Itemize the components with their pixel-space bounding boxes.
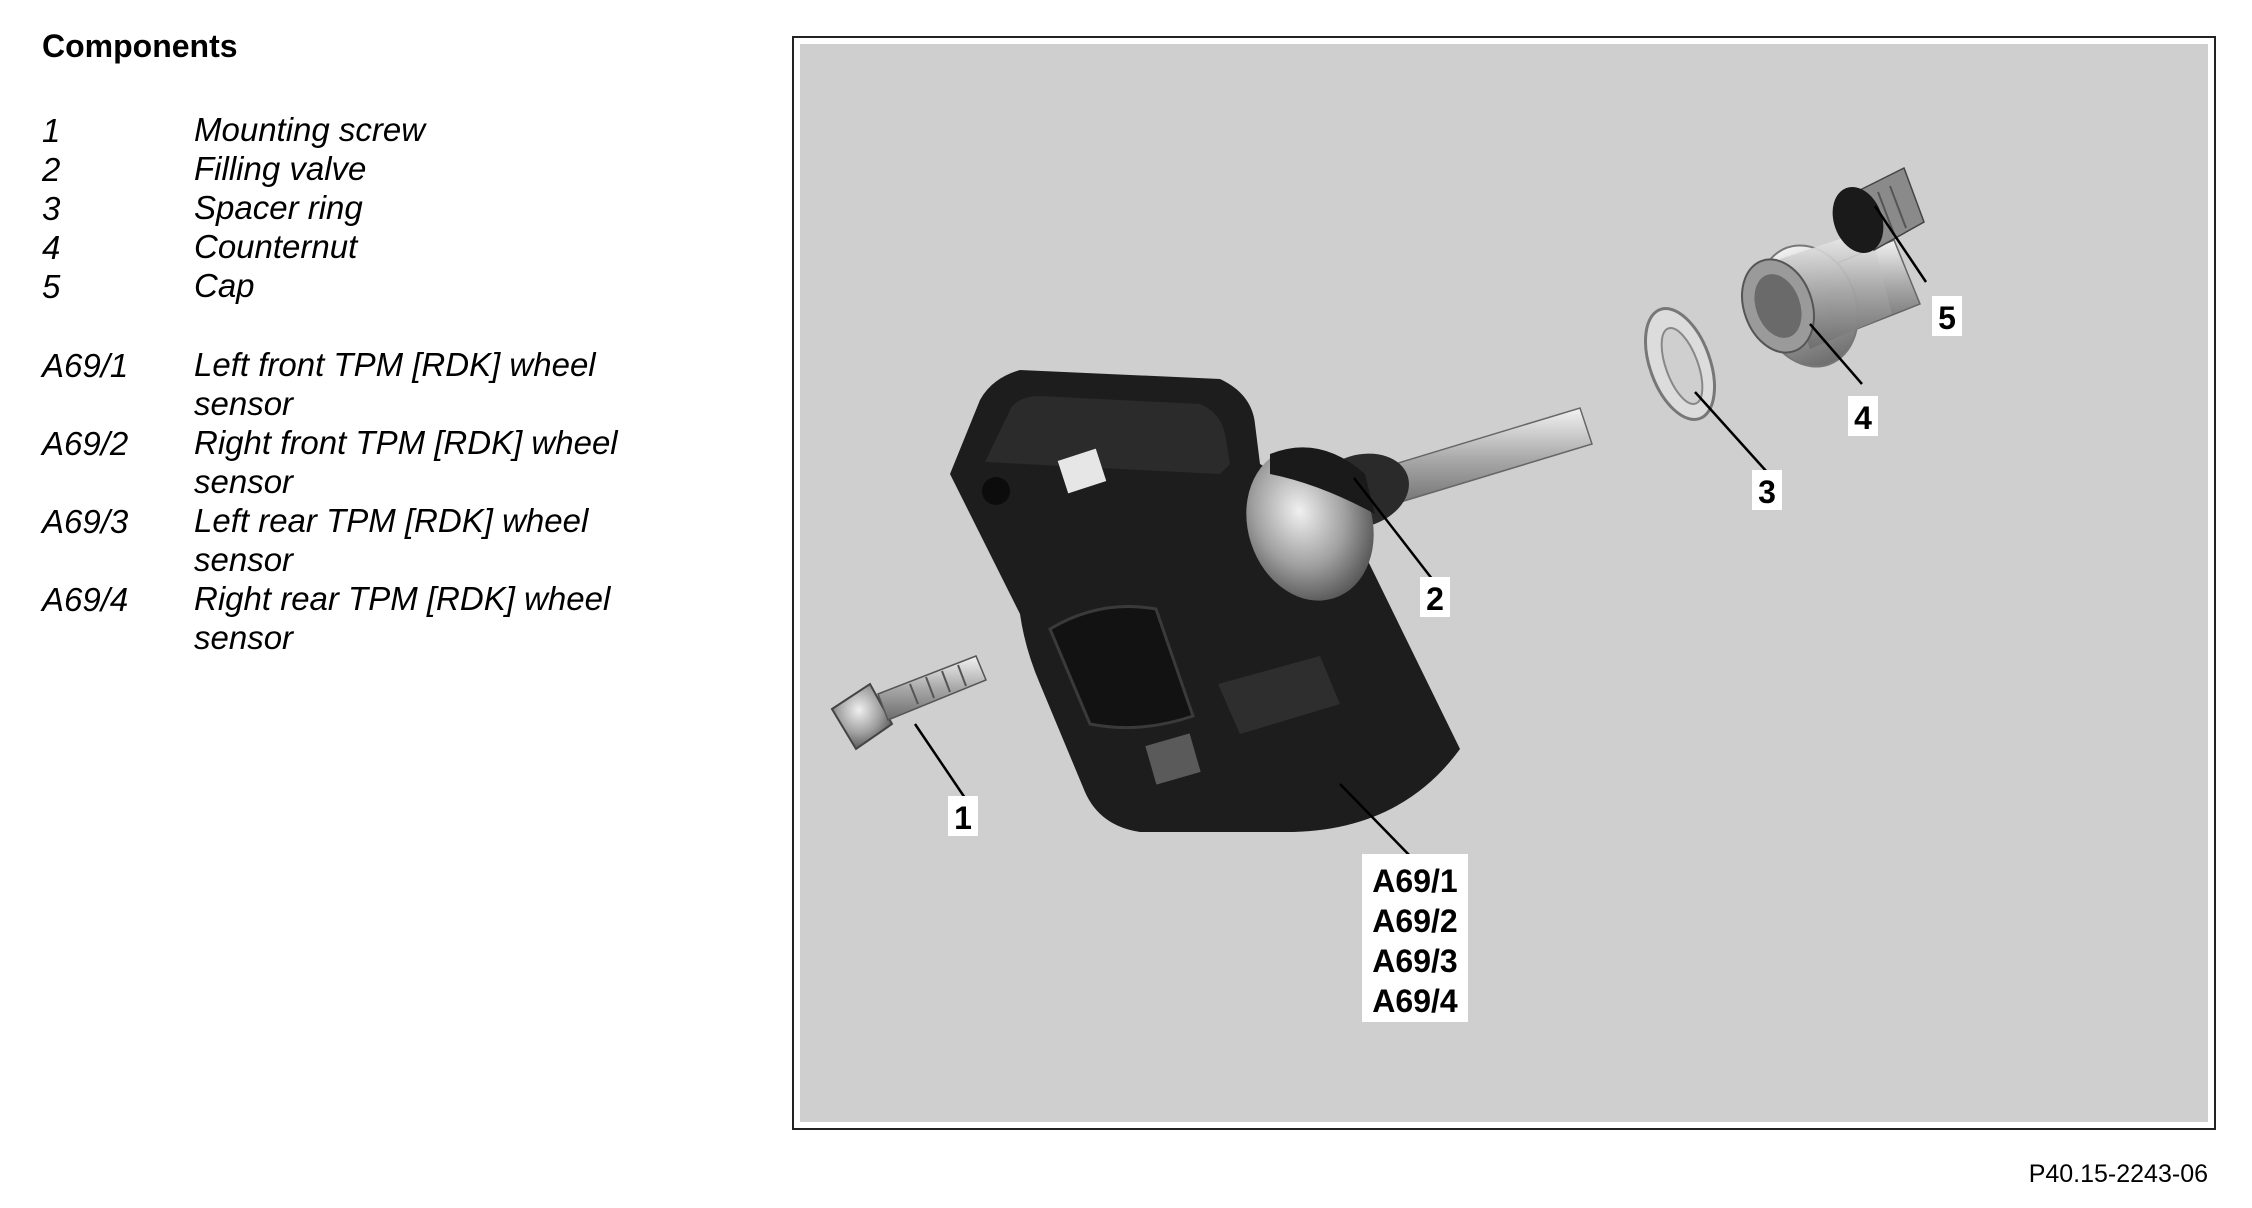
mounting-screw	[832, 656, 986, 749]
legend-row	[42, 345, 762, 423]
callout-a69-4: A69/4	[1372, 983, 1458, 1019]
legend-row	[42, 266, 762, 305]
legend-row	[42, 423, 762, 501]
legend-row	[42, 579, 762, 657]
legend-code: 5	[42, 268, 61, 305]
legend-row	[42, 110, 762, 149]
callout-5: 5	[1938, 300, 1956, 336]
legend-row	[42, 501, 762, 579]
spacer-ring	[1632, 299, 1728, 429]
legend-code: A69/3	[42, 503, 129, 540]
legend-code: 3	[42, 190, 61, 227]
exploded-view-drawing	[800, 44, 2208, 1122]
legend-code: 1	[42, 112, 61, 149]
exploded-view-figure	[792, 36, 2216, 1130]
filling-valve	[1227, 408, 1592, 617]
tpm-sensor	[950, 370, 1460, 832]
callout-3: 3	[1758, 474, 1776, 510]
counternut	[1730, 229, 1920, 381]
legend-desc: Right front TPM [RDK] wheel sensor	[194, 424, 618, 500]
figure-reference: P40.15-2243-06	[2028, 1160, 2208, 1188]
legend-code: A69/2	[42, 425, 129, 462]
legend-row	[42, 149, 762, 188]
legend-code: 2	[42, 151, 61, 188]
callout-a69-2: A69/2	[1372, 903, 1458, 939]
legend-desc: Mounting screw	[194, 111, 426, 148]
callout-1: 1	[954, 800, 972, 836]
callout-4: 4	[1854, 400, 1872, 436]
components-legend	[42, 110, 762, 657]
callout-2: 2	[1426, 581, 1444, 617]
legend-code: 4	[42, 229, 61, 266]
legend-desc: Right rear TPM [RDK] wheel sensor	[194, 580, 611, 656]
legend-desc: Spacer ring	[194, 189, 363, 226]
section-heading: Components	[42, 28, 238, 64]
legend-desc: Counternut	[194, 228, 358, 265]
legend-row	[42, 227, 762, 266]
legend-desc: Left front TPM [RDK] wheel sensor	[194, 346, 596, 422]
legend-desc: Cap	[194, 267, 255, 304]
legend-desc: Filling valve	[194, 150, 367, 187]
callout-a69-3: A69/3	[1372, 943, 1458, 979]
legend-code: A69/1	[42, 347, 129, 384]
callout-a69-1: A69/1	[1372, 863, 1458, 899]
legend-code: A69/4	[42, 581, 129, 618]
legend-desc: Left rear TPM [RDK] wheel sensor	[194, 502, 589, 578]
figure-background	[800, 44, 2208, 1122]
legend-row	[42, 188, 762, 227]
